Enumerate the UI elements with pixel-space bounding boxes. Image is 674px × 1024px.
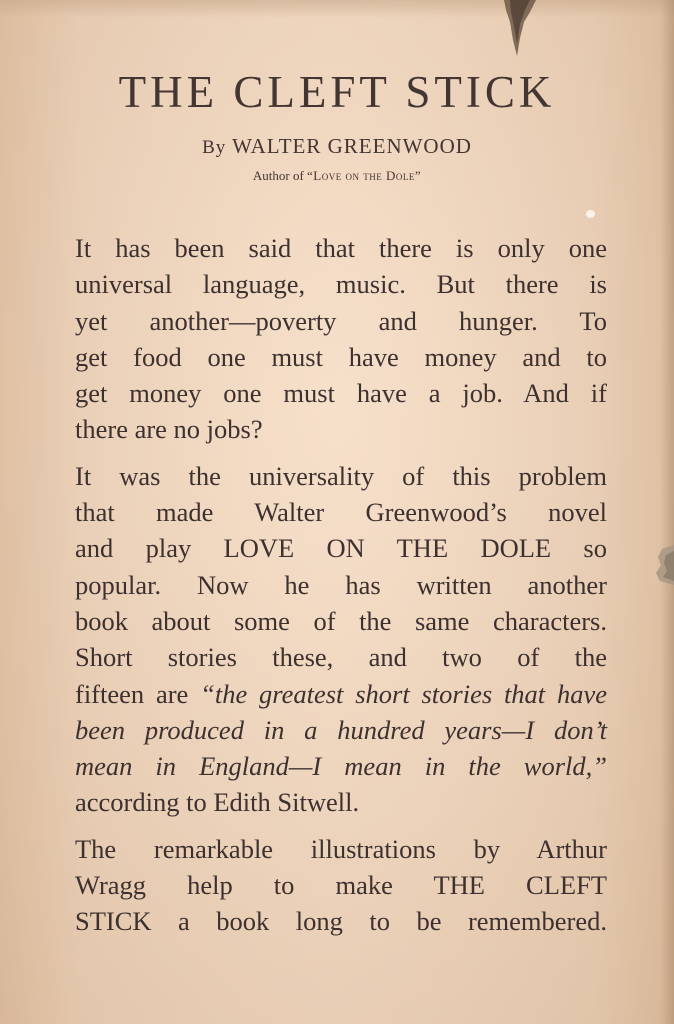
text-line: It has been said that there is only one [75,233,607,263]
text-line [75,748,607,784]
blurb-text [75,230,607,950]
text-line: It was the universality of this problem [75,460,607,491]
quote-italic: been produced in a hundred years—I don’t [75,714,607,745]
text-line: according to Edith Sitwell. [75,787,360,818]
quote-italic: “the greatest short stories that have [200,678,607,709]
book-title: THE CLEFT STICK [118,67,556,117]
text-line: there are no jobs? [75,414,263,445]
text-line: get food one must have money and to [75,341,607,372]
text-line: and play LOVE ON THE DOLE so [75,533,607,564]
author-of-line [0,168,674,184]
text-line: yet another—poverty and hunger. To [75,305,607,336]
text-line: popular. Now he has written another [75,569,607,600]
text-line [75,676,607,712]
top-edge-wear [0,0,674,18]
byline [0,134,674,159]
text-line: book about some of the same characters. [75,605,607,636]
text-line: that made Walter Greenwood’s novel [75,497,607,528]
blurb-paragraph-3 [75,831,607,940]
byline-prefix: By [202,137,227,158]
blurb-paragraph-2 [75,458,607,821]
text-line: get money one must have a job. And if [75,378,607,409]
text-line: Short stories these, and two of the [75,642,607,673]
quote-italic: mean in England—I mean in the world,” [75,751,607,782]
paper-speck [586,210,595,218]
text-line: STICK a book long to be remembered. [75,906,607,937]
text-line: Wragg help to make THE CLEFT [75,870,607,901]
author-of-prefix: Author of [252,168,304,183]
author-name: WALTER GREENWOOD [232,134,472,158]
frayed-edge-damage [652,545,674,585]
text-line: The remarkable illustrations by Arthur [75,833,607,864]
blurb-paragraph-1 [75,230,607,448]
text-line: universal language, music. But there is [75,269,607,300]
text-line [75,712,607,748]
torn-corner-damage [500,0,540,58]
author-of-work: “Love on the Dole” [307,168,422,183]
text-plain: fifteen are [75,678,201,709]
